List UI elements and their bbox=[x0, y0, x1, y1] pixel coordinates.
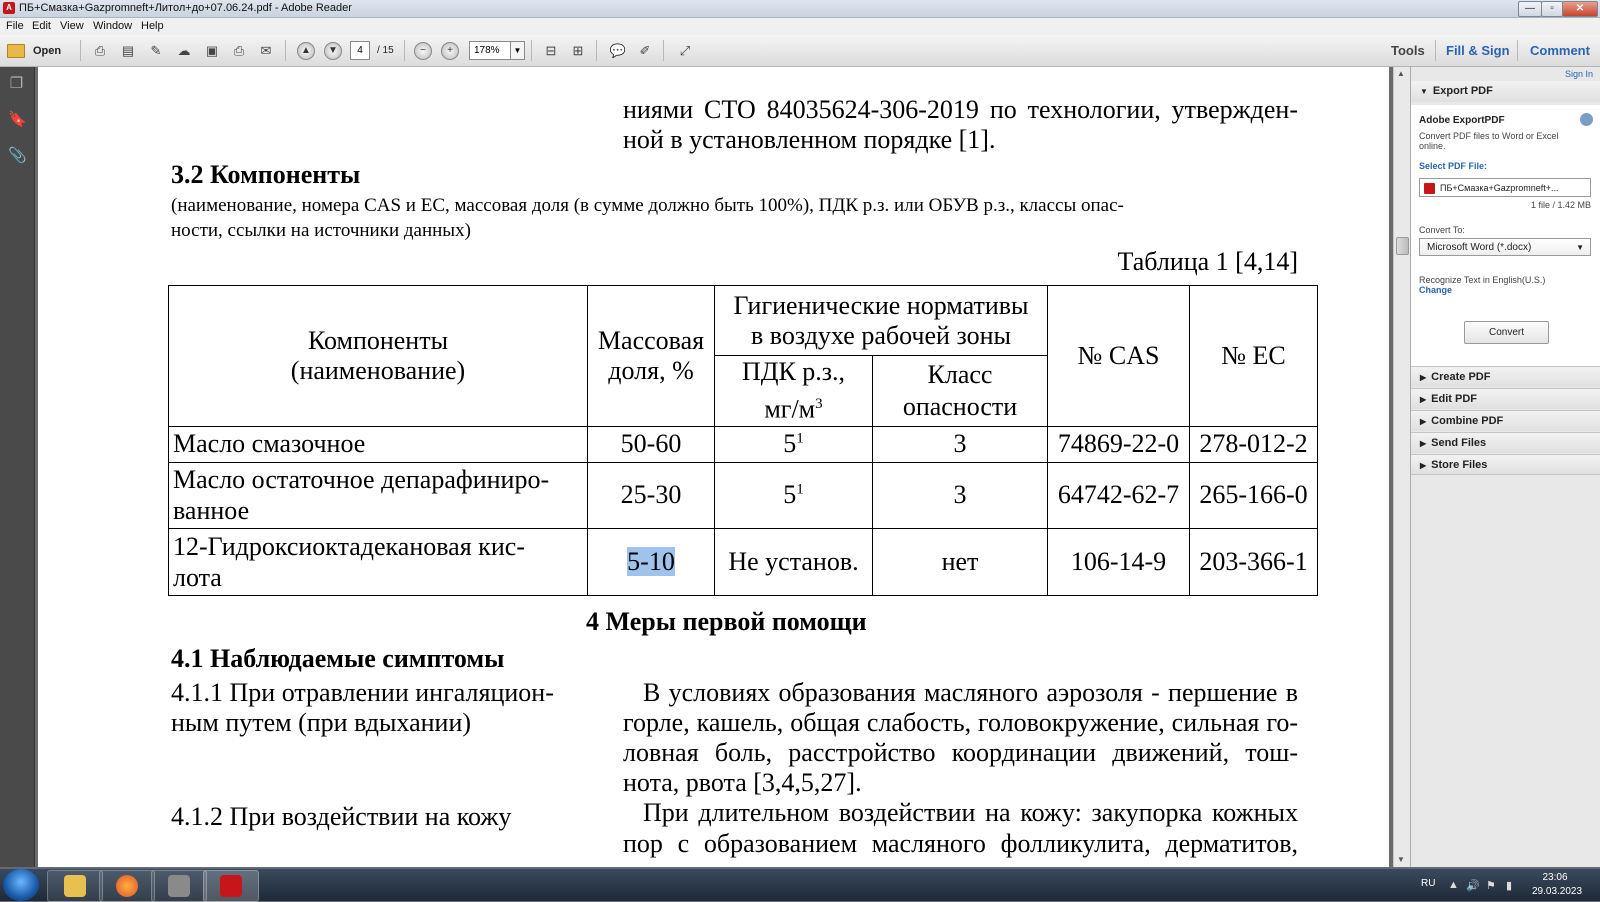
row-2-mass: 25-30 bbox=[588, 462, 715, 528]
window-title: ПБ+Смазка+Gazpromneft+Литол+до+07.06.24.pdf - Adobe Reader bbox=[19, 2, 352, 14]
components-table bbox=[168, 285, 1318, 596]
header-class-line-1: Класс bbox=[927, 359, 993, 389]
file-info: 1 file / 1.42 MB bbox=[1530, 200, 1591, 210]
collapsed-triangle-icon: ▶ bbox=[1420, 395, 1427, 404]
firefox-icon bbox=[116, 875, 138, 897]
export-title: Adobe ExportPDF bbox=[1419, 115, 1505, 126]
navigation-pane bbox=[0, 67, 35, 867]
toolbar-separator bbox=[1517, 40, 1518, 61]
send-files-label: Send Files bbox=[1431, 437, 1487, 449]
create-pdf-label: Create PDF bbox=[1431, 371, 1491, 383]
row-2-ec: 265-166-0 bbox=[1190, 462, 1318, 528]
row-2-pdk-superscript: 1 bbox=[796, 481, 804, 498]
fit-width-icon[interactable]: ⊞ bbox=[572, 42, 584, 58]
combine-pdf-label: Combine PDF bbox=[1431, 415, 1504, 427]
header-pdk-superscript: 3 bbox=[815, 396, 823, 412]
comment-tab[interactable]: Comment bbox=[1530, 43, 1590, 58]
tools-pane bbox=[1410, 67, 1600, 867]
row-1-ec: 278-012-2 bbox=[1190, 426, 1318, 462]
fullscreen-icon[interactable]: ⤢ bbox=[679, 42, 691, 58]
header-mass bbox=[588, 286, 715, 427]
toolbar-separator bbox=[531, 40, 532, 61]
menu-help[interactable]: Help bbox=[141, 20, 164, 32]
s411-right-line-1: В условиях образования масляного аэрозоля - першение в bbox=[643, 678, 1298, 707]
page-number-input[interactable]: 4 bbox=[350, 41, 370, 60]
row-1-cas: 74869-22-0 bbox=[1048, 426, 1190, 462]
send-files-header[interactable] bbox=[1411, 432, 1600, 453]
header-hygiene bbox=[715, 286, 1048, 356]
taskbar bbox=[0, 868, 1600, 901]
change-link[interactable]: Change bbox=[1419, 285, 1453, 295]
toolbar-separator bbox=[80, 40, 81, 61]
s411-right-line-2: горле, кашель, общая слабость, головокружение, сильная го- bbox=[623, 708, 1298, 737]
highlight-icon[interactable]: ✐ bbox=[639, 42, 651, 58]
network-icon[interactable]: ⚑ bbox=[1486, 880, 1496, 892]
toolbar-separator bbox=[285, 40, 286, 61]
header-class bbox=[873, 356, 1048, 427]
edit-pdf-label: Edit PDF bbox=[1431, 393, 1477, 405]
zoom-dropdown-icon[interactable]: ▼ bbox=[510, 41, 525, 60]
minimize-button[interactable]: — bbox=[1518, 1, 1542, 17]
row-1-mass: 50-60 bbox=[588, 426, 715, 462]
clock-date: 29.03.2023 bbox=[1532, 886, 1583, 897]
print-icon[interactable]: ⎙ bbox=[233, 42, 245, 58]
header-component bbox=[169, 286, 588, 427]
export-desc-line-1: Convert PDF files to Word or Excel bbox=[1419, 131, 1559, 141]
row-3-name bbox=[169, 528, 588, 595]
s412-left: 4.1.2 При воздействии на кожу bbox=[171, 802, 512, 831]
table-row bbox=[169, 426, 1318, 462]
collapsed-triangle-icon: ▶ bbox=[1420, 461, 1427, 470]
title-bar bbox=[0, 0, 1600, 18]
next-page-icon[interactable]: ▼ bbox=[324, 42, 342, 60]
edit-pdf-header[interactable] bbox=[1411, 388, 1600, 409]
intro-line-1: ниями СТО 84035624-306-2019 по технологии, утвержден- bbox=[623, 95, 1298, 124]
s412-right-line-1: При длительном воздействии на кожу: закупорка кожных bbox=[643, 798, 1298, 827]
folder-icon bbox=[7, 44, 25, 58]
row-1-pdk bbox=[715, 426, 873, 462]
adobe-reader-icon bbox=[220, 875, 242, 897]
selected-file-name: ПБ+Смазка+Gazpromneft+... bbox=[1440, 183, 1559, 193]
pdf-page bbox=[38, 67, 1389, 867]
menu-edit[interactable]: Edit bbox=[32, 20, 51, 32]
menu-file[interactable]: File bbox=[6, 20, 24, 32]
header-cas: № CAS bbox=[1048, 286, 1190, 427]
fit-page-icon[interactable]: ⊟ bbox=[545, 42, 557, 58]
tools-tab[interactable]: Tools bbox=[1391, 43, 1425, 58]
export-pdf-label: Export PDF bbox=[1432, 85, 1493, 97]
close-button[interactable]: ✕ bbox=[1562, 1, 1598, 17]
table-row bbox=[169, 462, 1318, 528]
row-2-pdk-value: 5 bbox=[783, 480, 797, 510]
section-heading-3-2: 3.2 Компоненты bbox=[171, 160, 361, 189]
open-button[interactable] bbox=[7, 41, 61, 60]
sign-in-link[interactable]: Sign In bbox=[1564, 69, 1593, 79]
email-icon[interactable]: ✉ bbox=[260, 42, 272, 58]
header-class-line-2: опасности bbox=[902, 391, 1018, 421]
row-2-pdk bbox=[715, 462, 873, 528]
row-2-name bbox=[169, 462, 588, 528]
toolbar-separator bbox=[596, 40, 597, 61]
row-3-class: нет bbox=[873, 528, 1048, 595]
scrollbar-thumb[interactable] bbox=[1396, 237, 1409, 255]
taskbar-adobe-reader[interactable] bbox=[203, 870, 259, 902]
zoom-level-input[interactable]: 178% bbox=[469, 41, 511, 60]
section-heading-4: 4 Меры первой помощи bbox=[586, 607, 867, 636]
store-files-label: Store Files bbox=[1431, 459, 1488, 471]
chevron-down-icon: ▼ bbox=[1576, 243, 1584, 252]
s411-left-line-1: 4.1.1 При отравлении ингаляцион- bbox=[171, 678, 554, 707]
row-1-class: 3 bbox=[873, 426, 1048, 462]
recognize-text-label: Recognize Text in English(U.S.) bbox=[1419, 275, 1546, 285]
export-pdf-panel bbox=[1411, 105, 1600, 371]
edit-icon[interactable]: ✎ bbox=[150, 42, 162, 58]
collapsed-triangle-icon: ▶ bbox=[1420, 417, 1427, 426]
header-hygiene-line-1: Гигиенические нормативы bbox=[733, 290, 1029, 320]
row-2-name-line-2: ванное bbox=[173, 496, 250, 526]
page-total: / 15 bbox=[377, 45, 394, 56]
row-1-pdk-superscript: 1 bbox=[796, 430, 804, 447]
menu-bar bbox=[0, 18, 1600, 35]
header-pdk-line-2: мг/м bbox=[764, 394, 816, 424]
s412-right-line-2: пор с образованием масляного фолликулита, дерматитов, bbox=[623, 829, 1298, 858]
page-thumbnails-icon[interactable]: ❐ bbox=[9, 75, 24, 92]
vertical-scrollbar[interactable] bbox=[1393, 67, 1410, 867]
header-component-line-2: (наименование) bbox=[290, 355, 466, 385]
header-pdk-line-1: ПДК р.з., bbox=[741, 357, 846, 386]
sticky-note-icon[interactable]: 💬 bbox=[609, 42, 627, 58]
header-ec: № ЕС bbox=[1190, 286, 1318, 427]
intro-line-2: ной в установленном порядке [1]. bbox=[623, 125, 996, 154]
row-2-class: 3 bbox=[873, 462, 1048, 528]
zoom-out-icon[interactable]: − bbox=[414, 42, 432, 60]
row-3-pdk: Не установ. bbox=[715, 528, 873, 595]
row-1-pdk-value: 5 bbox=[783, 429, 797, 459]
expanded-triangle-icon: ▼ bbox=[1420, 87, 1428, 96]
taskbar-app[interactable] bbox=[151, 870, 207, 902]
scroll-down-icon[interactable]: ▼ bbox=[1397, 855, 1405, 864]
bookmarks-icon[interactable]: 🔖 bbox=[8, 111, 27, 128]
s411-right-line-3: ловная боль, расстройство координации движений, тош- bbox=[623, 738, 1298, 767]
pdf-file-icon bbox=[1424, 183, 1435, 194]
clock[interactable] bbox=[1532, 871, 1583, 899]
shield-icon bbox=[168, 875, 190, 897]
toolbar bbox=[0, 35, 1600, 67]
convert-to-label: Convert To: bbox=[1419, 225, 1465, 235]
row-2-cas: 64742-62-7 bbox=[1048, 462, 1190, 528]
s411-left-line-2: ным путем (при вдыхании) bbox=[171, 708, 472, 737]
row-3-name-line-2: лота bbox=[173, 562, 222, 592]
convert-format-select[interactable] bbox=[1419, 238, 1591, 256]
export-pdf-header[interactable] bbox=[1411, 81, 1600, 102]
header-component-line-1: Компоненты bbox=[307, 325, 449, 355]
clock-time: 23:06 bbox=[1542, 872, 1568, 883]
row-3-name-line-1: 12-Гидроксиоктадекановая кис- bbox=[173, 531, 525, 561]
header-mass-line-2: доля, % bbox=[608, 355, 694, 385]
header-hygiene-line-2: в воздухе рабочей зоны bbox=[751, 320, 1011, 350]
header-mass-line-1: Массовая bbox=[597, 325, 705, 355]
export-desc-line-2: online. bbox=[1419, 141, 1446, 151]
start-button[interactable] bbox=[3, 869, 39, 901]
toolbar-separator bbox=[663, 40, 664, 61]
row-1-name: Масло смазочное bbox=[169, 426, 588, 462]
tray-arrow-icon[interactable]: ▲ bbox=[1448, 879, 1459, 891]
cloud-service-icon bbox=[1580, 113, 1593, 126]
section-heading-4-1: 4.1 Наблюдаемые симптомы bbox=[171, 644, 505, 673]
open-label: Open bbox=[33, 44, 62, 57]
menu-view[interactable]: View bbox=[60, 20, 84, 32]
attachments-icon[interactable]: 📎 bbox=[8, 147, 27, 164]
cloud-upload-icon[interactable]: ☁ bbox=[177, 42, 191, 58]
components-note-line-2: ности, ссылки на источники данных) bbox=[171, 220, 471, 241]
previous-page-icon[interactable]: ▲ bbox=[297, 42, 315, 60]
maximize-button[interactable]: ▫ bbox=[1541, 1, 1563, 17]
create-pdf-header[interactable] bbox=[1411, 366, 1600, 387]
row-3-mass bbox=[588, 528, 715, 595]
row-3-ec: 203-366-1 bbox=[1190, 528, 1318, 595]
folder-icon bbox=[64, 875, 86, 897]
zoom-in-icon[interactable]: + bbox=[441, 42, 459, 60]
scroll-up-icon[interactable]: ▲ bbox=[1397, 69, 1405, 78]
store-files-header[interactable] bbox=[1411, 454, 1600, 475]
adobe-reader-icon: A bbox=[3, 2, 15, 14]
toolbar-separator bbox=[1435, 40, 1436, 61]
row-2-name-line-1: Масло остаточное депарафиниро- bbox=[173, 465, 550, 495]
save-icon[interactable]: ▣ bbox=[205, 42, 219, 58]
convert-format-value: Microsoft Word (*.docx) bbox=[1427, 242, 1532, 253]
s411-right-line-4: нота, рвота [3,4,5,27]. bbox=[623, 768, 862, 797]
export-pdf-icon[interactable]: ▤ bbox=[121, 42, 135, 58]
document-area[interactable] bbox=[35, 67, 1392, 867]
taskbar-firefox[interactable] bbox=[99, 870, 155, 902]
menu-window[interactable]: Window bbox=[93, 20, 133, 32]
taskbar-explorer[interactable] bbox=[47, 870, 103, 902]
row-3-cas: 106-14-9 bbox=[1048, 528, 1190, 595]
collapsed-triangle-icon: ▶ bbox=[1420, 373, 1427, 382]
table-row bbox=[169, 528, 1318, 595]
combine-pdf-header[interactable] bbox=[1411, 410, 1600, 431]
select-pdf-label: Select PDF File: bbox=[1419, 161, 1488, 171]
volume-icon[interactable]: 🔊 bbox=[1466, 880, 1480, 892]
convert-button[interactable]: Convert bbox=[1464, 321, 1549, 344]
components-note-line-1: (наименование, номера CAS и ЕС, массовая доля (в сумме должно быть 100%), ПДК р.з. или ОБУВ р.з., классы опас- bbox=[171, 195, 1124, 216]
collapsed-triangle-icon: ▶ bbox=[1420, 439, 1427, 448]
create-pdf-icon[interactable]: ⎙ bbox=[94, 42, 106, 58]
selected-file-field[interactable] bbox=[1419, 178, 1591, 197]
fill-sign-tab[interactable]: Fill & Sign bbox=[1446, 43, 1510, 58]
table-caption: Таблица 1 [4,14] bbox=[1117, 247, 1298, 276]
selected-text-highlight[interactable]: 5-10 bbox=[627, 546, 675, 576]
toolbar-separator bbox=[404, 40, 405, 61]
language-indicator[interactable]: RU bbox=[1421, 878, 1436, 889]
header-pdk bbox=[715, 356, 873, 427]
signal-icon[interactable]: ▮ bbox=[1506, 880, 1513, 892]
